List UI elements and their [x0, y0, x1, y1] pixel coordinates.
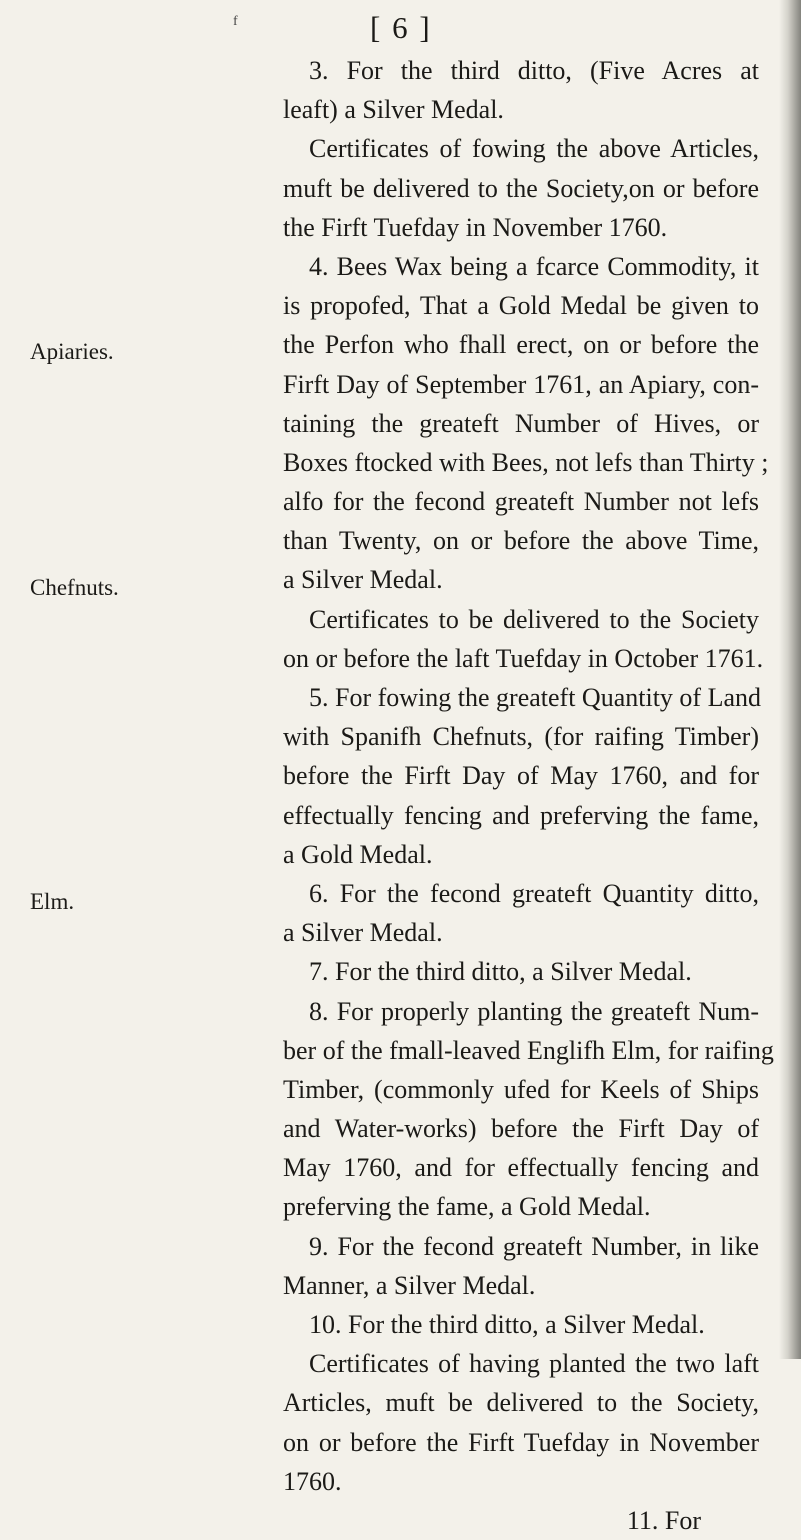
text-line: and Water-works) before the Firft Day of [283, 1114, 759, 1144]
text-line: muft be delivered to the Society,on or before [283, 173, 759, 203]
text-line: Boxes ftocked with Bees, not lefs than Thirty ; [283, 447, 769, 477]
text-line: on or before the laft Tuefday in October 1761. [283, 643, 764, 673]
margin-note-elm: Elm. [30, 889, 75, 914]
page-edge-shadow [779, 0, 801, 1359]
text-line: Certificates of having planted the two laft [309, 1349, 759, 1379]
margin-note-chefnuts: Chefnuts. [30, 575, 119, 600]
text-line: on or before the Firft Tuefday in November [283, 1427, 759, 1457]
body-text [283, 51, 774, 1540]
text-line: a Gold Medal. [283, 839, 433, 869]
text-line: taining the greateft Number of Hives, or [283, 408, 759, 438]
text-line: preferving the fame, a Gold Medal. [283, 1192, 651, 1222]
text-line: alfo for the fecond greateft Number not lefs [283, 487, 759, 517]
text-line: is propofed, That a Gold Medal be given to [283, 291, 759, 321]
margin-note-apiaries: Apiaries. [30, 339, 114, 364]
printer-mark: f [233, 14, 238, 29]
text-line: 1760. [283, 1466, 342, 1496]
text-line: 6. For the fecond greateft Quantity ditto, [309, 878, 759, 908]
text-line: May 1760, and for effectually fencing and [283, 1153, 759, 1183]
catchword: 11. For [626, 1505, 701, 1535]
text-line: Certificates to be delivered to the Society [309, 604, 759, 634]
text-line: the Perfon who fhall erect, on or before the [283, 330, 759, 360]
text-line: 3. For the third ditto, (Five Acres at [309, 56, 759, 85]
text-line: Certificates of fowing the above Articles, [309, 134, 759, 164]
text-line: a Silver Medal. [283, 918, 443, 948]
text-line: 5. For fowing the greateft Quantity of Land [309, 683, 761, 712]
text-line: Articles, muft be delivered to the Society, [283, 1388, 759, 1418]
text-line: 8. For properly planting the greateft Num- [309, 996, 759, 1026]
text-line: than Twenty, on or before the above Time, [283, 526, 759, 556]
text-line: leaft) a Silver Medal. [283, 95, 504, 125]
text-line: ber of the fmall-leaved Englifh Elm, for raifing [283, 1035, 774, 1065]
page-number: [ 6 ] [370, 10, 432, 45]
text-line: 9. For the fecond greateft Number, in like [309, 1231, 759, 1261]
text-line: with Spanifh Chefnuts, (for raifing Timber) [283, 722, 759, 752]
text-line: 7. For the third ditto, a Silver Medal. [309, 957, 692, 987]
text-line: a Silver Medal. [283, 565, 443, 595]
text-line: the Firft Tuefday in November 1760. [283, 212, 668, 242]
text-line: 10. For the third ditto, a Silver Medal. [309, 1310, 705, 1339]
text-line: effectually fencing and preferving the fame, [283, 800, 759, 830]
text-line: before the Firft Day of May 1760, and for [283, 761, 759, 791]
text-line: Manner, a Silver Medal. [283, 1270, 536, 1300]
text-line: Firft Day of September 1761, an Apiary, con- [283, 369, 759, 399]
text-line: 4. Bees Wax being a fcarce Commodity, it [309, 251, 759, 281]
text-line: Timber, (commonly ufed for Keels of Ships [283, 1074, 759, 1104]
